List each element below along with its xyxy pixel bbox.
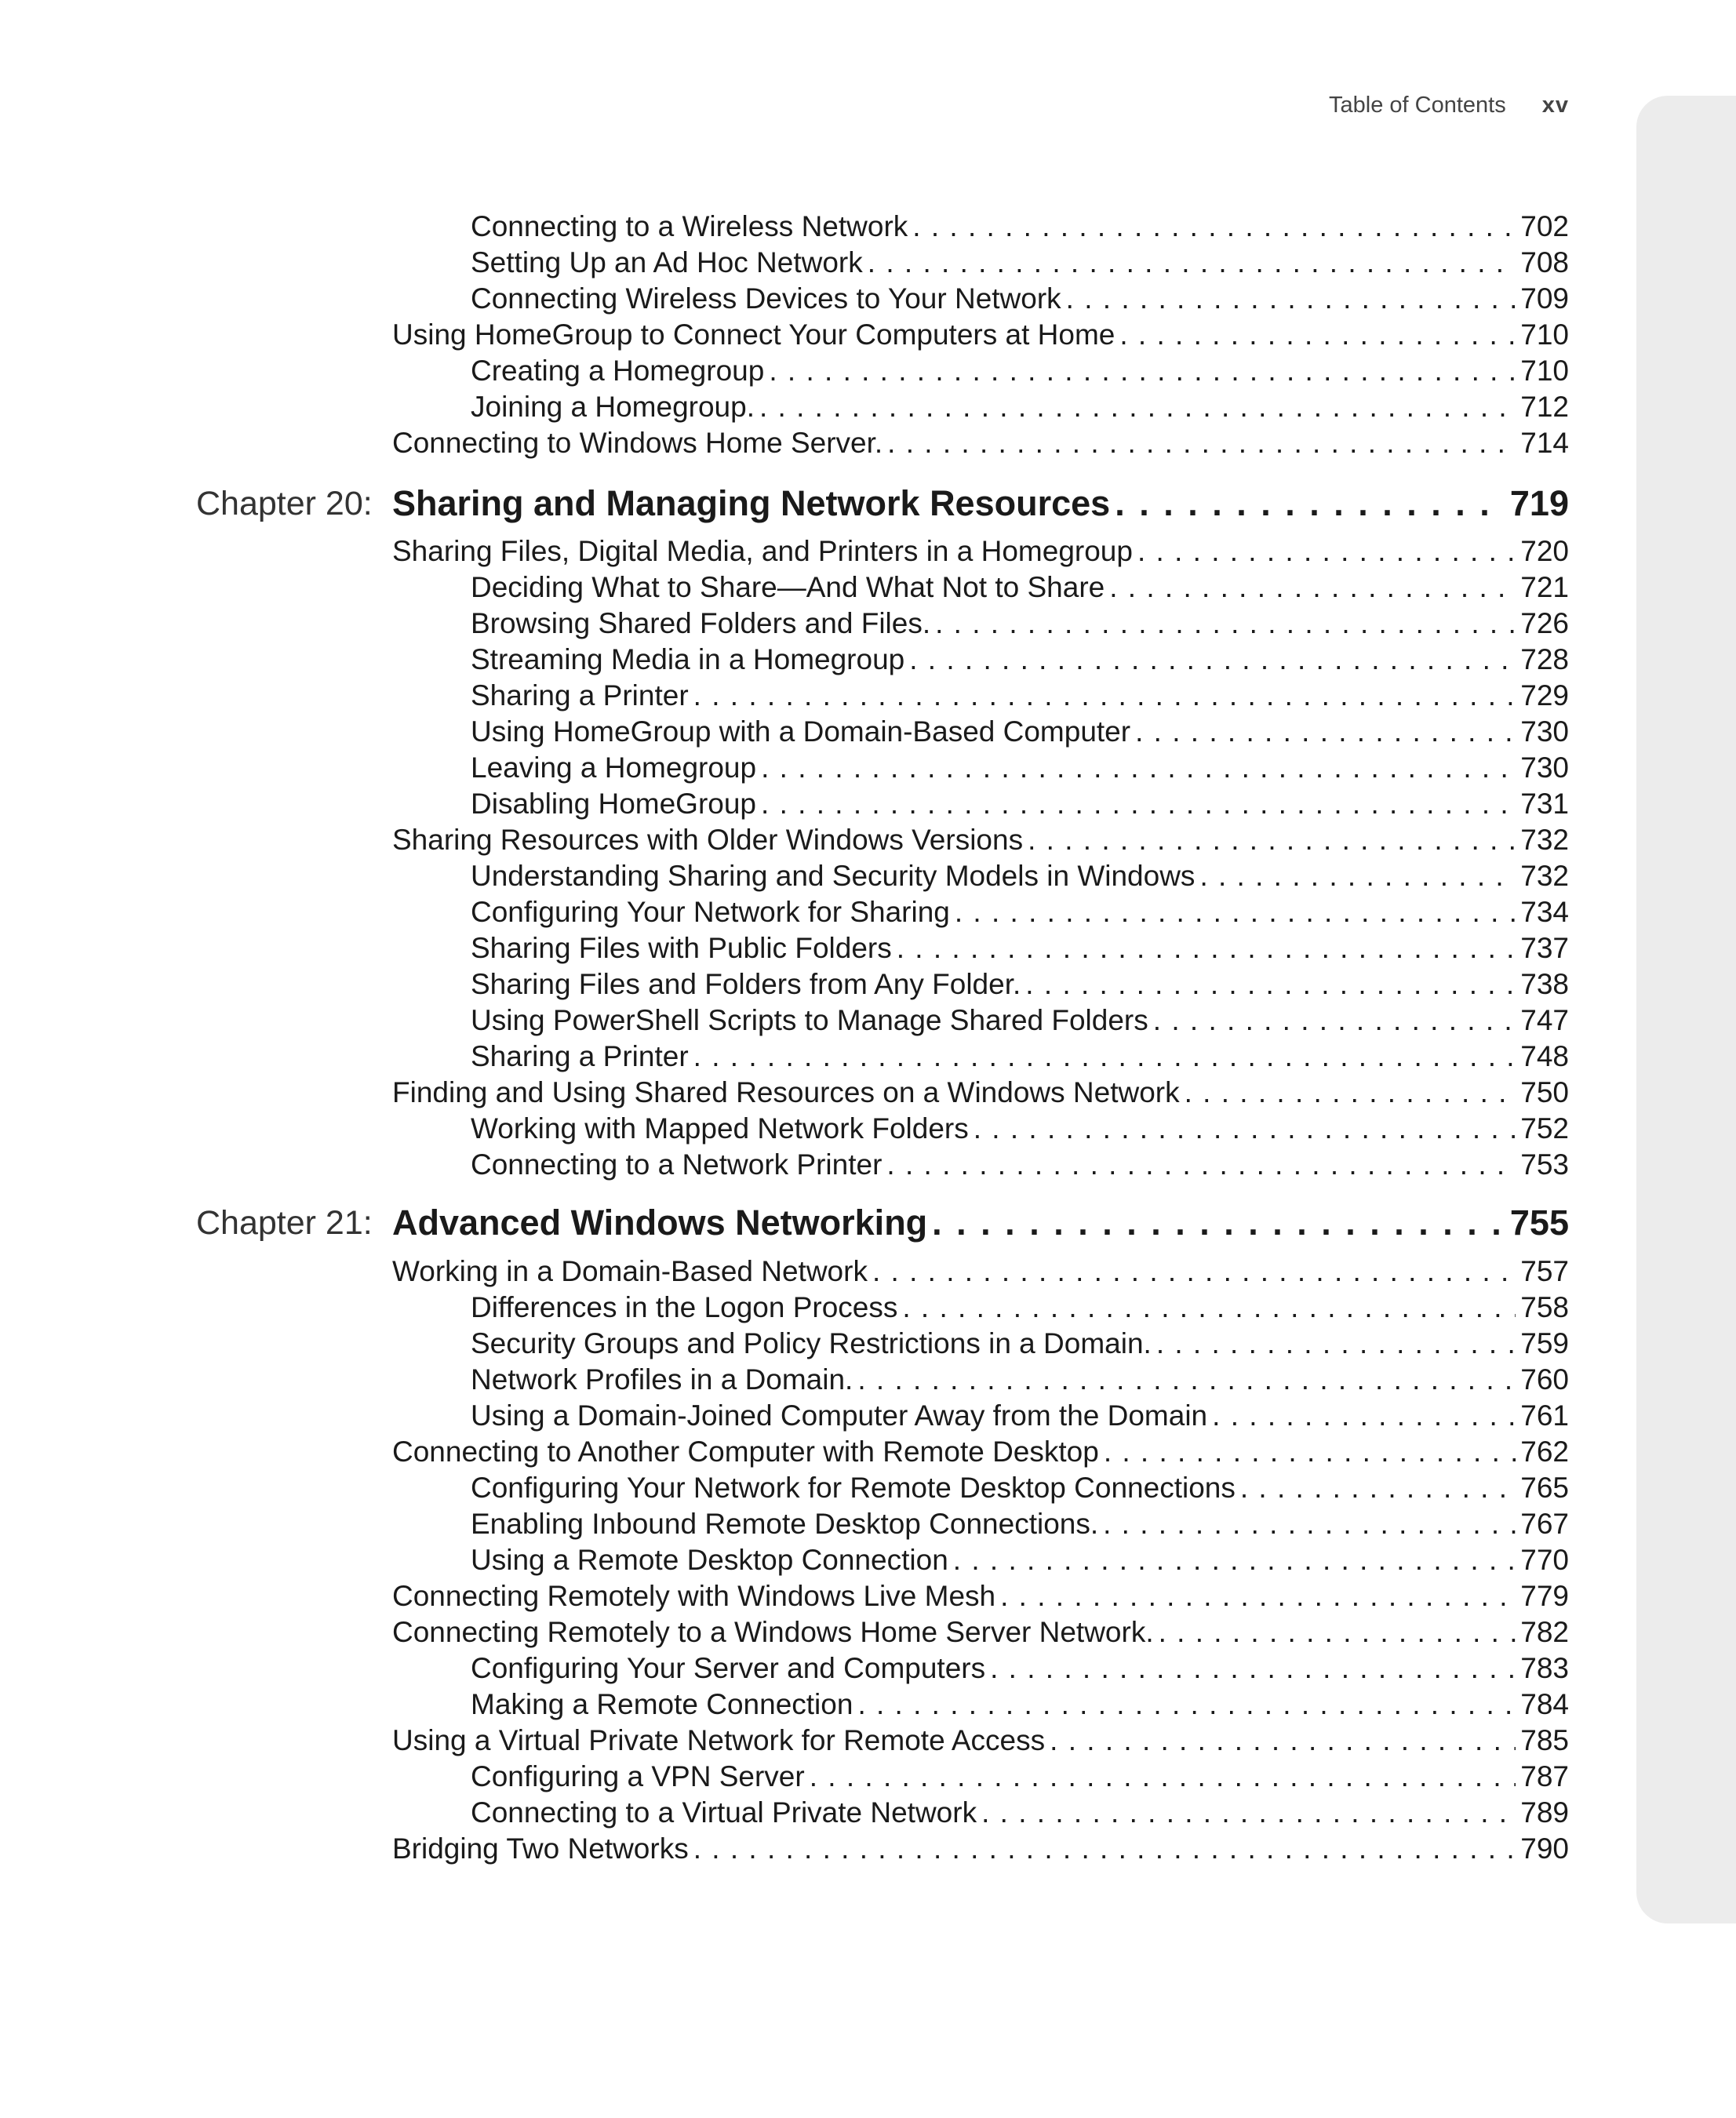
toc-entry-title: Connecting to a Virtual Private Network — [471, 1796, 977, 1829]
toc-entry-title: Connecting Remotely to a Windows Home Server Network. — [392, 1616, 1154, 1648]
toc-page-number: 757 — [1520, 1255, 1569, 1287]
toc-entry[interactable] — [471, 751, 1569, 784]
chapter-number-label: Chapter 21: — [196, 1204, 373, 1242]
dot-leader — [1119, 318, 1516, 351]
running-head-title: Table of Contents — [1329, 93, 1506, 118]
toc-entry-title: Finding and Using Shared Resources on a Windows Network — [392, 1076, 1180, 1108]
toc-entry-title: Connecting to Another Computer with Remote Desktop — [392, 1436, 1099, 1468]
toc-entry-title: Streaming Media in a Homegroup — [471, 643, 905, 675]
dot-leader — [1115, 483, 1505, 524]
dot-leader — [769, 355, 1516, 388]
toc-page-number: 720 — [1520, 535, 1569, 567]
toc-page-number: 770 — [1520, 1544, 1569, 1576]
toc-page-number: 710 — [1520, 318, 1569, 351]
toc-page-number: 734 — [1520, 896, 1569, 928]
dot-leader — [990, 1652, 1516, 1685]
dot-leader — [759, 391, 1516, 424]
chapter-number-label: Chapter 20: — [196, 485, 373, 522]
toc-page-number: 721 — [1520, 571, 1569, 603]
toc-entry-title: Sharing Files and Folders from Any Folder. — [471, 968, 1021, 1000]
dot-leader — [887, 427, 1516, 460]
toc-entry-title: Understanding Sharing and Security Models in Windows — [471, 860, 1196, 892]
toc-page-number: 761 — [1520, 1399, 1569, 1432]
toc-entry[interactable] — [471, 643, 1569, 676]
dot-leader — [1135, 715, 1516, 748]
toc-entry[interactable] — [471, 1327, 1569, 1360]
toc-page-number: 719 — [1509, 483, 1569, 523]
toc-entry-title: Configuring Your Server and Computers — [471, 1652, 986, 1684]
toc-entry[interactable] — [471, 679, 1569, 712]
dot-leader — [909, 643, 1516, 676]
toc-entry-title: Sharing Files, Digital Media, and Printers in a Homegroup — [392, 535, 1133, 567]
toc-entry[interactable] — [471, 607, 1569, 640]
toc-entry-title: Using a Remote Desktop Connection — [471, 1544, 948, 1576]
dot-leader — [974, 1112, 1516, 1145]
toc-entry[interactable] — [471, 210, 1569, 243]
dot-leader — [868, 246, 1516, 279]
toc-page-number: 708 — [1520, 246, 1569, 278]
toc-page-number: 779 — [1520, 1580, 1569, 1612]
dot-leader — [1050, 1724, 1516, 1757]
toc-page-number: 712 — [1520, 391, 1569, 423]
toc-entry-title: Using HomeGroup to Connect Your Computers at Home — [392, 318, 1115, 351]
dot-leader — [897, 932, 1516, 965]
toc-page-number: 767 — [1520, 1508, 1569, 1540]
toc-entry[interactable] — [471, 246, 1569, 279]
dot-leader — [857, 1363, 1516, 1396]
toc-page-number: 710 — [1520, 355, 1569, 387]
toc-page-number: 702 — [1520, 210, 1569, 242]
dot-leader — [1066, 282, 1516, 315]
toc-entry[interactable] — [471, 355, 1569, 388]
toc-page-number: 732 — [1520, 860, 1569, 892]
toc-entry[interactable] — [392, 1076, 1569, 1109]
dot-leader — [1000, 1580, 1516, 1613]
toc-entry-title: Working with Mapped Network Folders — [471, 1112, 969, 1145]
dot-leader — [1212, 1399, 1516, 1432]
toc-entry-title: Configuring Your Network for Sharing — [471, 896, 950, 928]
toc-page-number: 762 — [1520, 1436, 1569, 1468]
toc-entry-title: Making a Remote Connection — [471, 1688, 853, 1720]
dot-leader — [1028, 824, 1516, 857]
toc-entry-title: Network Profiles in a Domain. — [471, 1363, 853, 1396]
toc-page-number: 790 — [1520, 1832, 1569, 1865]
side-thumb-tab — [1636, 96, 1736, 1923]
dot-leader — [761, 788, 1516, 821]
toc-entry[interactable] — [471, 860, 1569, 893]
toc-page-number: 732 — [1520, 824, 1569, 856]
toc-entry-title: Bridging Two Networks — [392, 1832, 689, 1865]
toc-entry[interactable] — [471, 788, 1569, 821]
toc-entry[interactable] — [471, 1004, 1569, 1037]
toc-entry[interactable] — [392, 1616, 1569, 1649]
toc-entry[interactable] — [471, 1472, 1569, 1505]
dot-leader — [902, 1291, 1516, 1324]
toc-entry-title: Disabling HomeGroup — [471, 788, 757, 820]
dot-leader — [955, 896, 1516, 929]
toc-entry-title: Connecting Remotely with Windows Live Mesh — [392, 1580, 996, 1612]
toc-entry-title: Deciding What to Share—And What Not to Share — [471, 571, 1105, 603]
toc-page-number: 738 — [1520, 968, 1569, 1000]
toc-entry-title: Joining a Homegroup. — [471, 391, 755, 423]
dot-leader — [693, 679, 1516, 712]
toc-entry[interactable] — [392, 1580, 1569, 1613]
toc-chapter-entry[interactable] — [392, 483, 1569, 524]
dot-leader — [932, 1203, 1505, 1243]
toc-entry[interactable] — [471, 1040, 1569, 1073]
toc-page-number: 760 — [1520, 1363, 1569, 1396]
toc-entry[interactable] — [471, 1291, 1569, 1324]
toc-entry-title: Connecting to a Network Printer — [471, 1148, 883, 1181]
toc-entry-title: Advanced Windows Networking — [392, 1203, 928, 1243]
toc-entry[interactable] — [471, 1508, 1569, 1541]
toc-entry[interactable] — [471, 1544, 1569, 1577]
toc-page-number: 726 — [1520, 607, 1569, 639]
toc-entry-title: Working in a Domain-Based Network — [392, 1255, 868, 1287]
dot-leader — [1103, 1508, 1516, 1541]
toc-entry[interactable] — [392, 1724, 1569, 1757]
toc-page-number: 714 — [1520, 427, 1569, 459]
dot-leader — [1159, 1616, 1516, 1649]
dot-leader — [1025, 968, 1516, 1001]
toc-page-number: 782 — [1520, 1616, 1569, 1648]
toc-entry-title: Sharing a Printer — [471, 1040, 689, 1072]
toc-entry-title: Using PowerShell Scripts to Manage Shared Folders — [471, 1004, 1148, 1036]
toc-entry[interactable] — [392, 824, 1569, 857]
toc-entry-title: Sharing and Managing Network Resources — [392, 483, 1111, 523]
toc-page-number: 709 — [1520, 282, 1569, 315]
toc-page-number: 730 — [1520, 715, 1569, 748]
toc-entry-title: Using HomeGroup with a Domain-Based Computer — [471, 715, 1131, 748]
toc-page-number: 731 — [1520, 788, 1569, 820]
toc-entry-title: Connecting to a Wireless Network — [471, 210, 908, 242]
dot-leader — [981, 1796, 1516, 1829]
toc-entry-title: Leaving a Homegroup — [471, 751, 757, 784]
dot-leader — [761, 751, 1516, 784]
dot-leader — [1199, 860, 1516, 893]
toc-entry-title: Differences in the Logon Process — [471, 1291, 898, 1323]
toc-page-number: 785 — [1520, 1724, 1569, 1756]
toc-page-number: 752 — [1520, 1112, 1569, 1145]
toc-page-number: 730 — [1520, 751, 1569, 784]
toc-entry[interactable] — [471, 282, 1569, 315]
toc-entry-title: Using a Virtual Private Network for Remote Access — [392, 1724, 1046, 1756]
toc-entry[interactable] — [471, 896, 1569, 929]
running-head-page-number: xv — [1541, 93, 1569, 118]
running-head — [1329, 93, 1569, 118]
toc-entry[interactable] — [471, 1363, 1569, 1396]
toc-entry-title: Configuring Your Network for Remote Desktop Connections — [471, 1472, 1236, 1504]
toc-entry-title: Sharing Resources with Older Windows Versions — [392, 824, 1024, 856]
toc-page-number: 748 — [1520, 1040, 1569, 1072]
toc-entry-title: Creating a Homegroup — [471, 355, 765, 387]
toc-entry[interactable] — [471, 1399, 1569, 1432]
toc-entry[interactable] — [471, 1112, 1569, 1145]
toc-entry[interactable] — [471, 1760, 1569, 1793]
toc-page-number: 747 — [1520, 1004, 1569, 1036]
toc-entry[interactable] — [471, 391, 1569, 424]
dot-leader — [912, 210, 1516, 243]
toc-page-number: 784 — [1520, 1688, 1569, 1720]
dot-leader — [857, 1688, 1516, 1721]
toc-entry-title: Sharing a Printer — [471, 679, 689, 711]
toc-entry[interactable] — [392, 1832, 1569, 1865]
toc-page-number: 728 — [1520, 643, 1569, 675]
toc-entry[interactable] — [392, 535, 1569, 568]
toc-entry-title: Setting Up an Ad Hoc Network — [471, 246, 863, 278]
toc-page-number: 737 — [1520, 932, 1569, 964]
toc-entry[interactable] — [392, 1436, 1569, 1468]
toc-entry[interactable] — [471, 1148, 1569, 1181]
toc-entry[interactable] — [471, 968, 1569, 1001]
toc-entry[interactable] — [471, 932, 1569, 965]
dot-leader — [1109, 571, 1516, 604]
toc-page-number: 729 — [1520, 679, 1569, 711]
toc-entry[interactable] — [471, 1688, 1569, 1721]
toc-entry-title: Connecting Wireless Devices to Your Network — [471, 282, 1061, 315]
toc-page-number: 787 — [1520, 1760, 1569, 1792]
toc-page-number: 765 — [1520, 1472, 1569, 1504]
toc-page-number: 758 — [1520, 1291, 1569, 1323]
toc-entry[interactable] — [392, 318, 1569, 351]
toc-page-number: 783 — [1520, 1652, 1569, 1684]
dot-leader — [693, 1040, 1516, 1073]
dot-leader — [693, 1832, 1516, 1865]
dot-leader — [1153, 1004, 1516, 1037]
toc-entry-title: Browsing Shared Folders and Files. — [471, 607, 931, 639]
dot-leader — [1156, 1327, 1516, 1360]
toc-page-number: 753 — [1520, 1148, 1569, 1181]
toc-entry[interactable] — [471, 715, 1569, 748]
dot-leader — [935, 607, 1516, 640]
toc-entry[interactable] — [471, 1652, 1569, 1685]
toc-chapter-entry[interactable] — [392, 1203, 1569, 1243]
toc-entry[interactable] — [471, 571, 1569, 604]
toc-page-number: 789 — [1520, 1796, 1569, 1829]
toc-entry-title: Sharing Files with Public Folders — [471, 932, 892, 964]
dot-leader — [1240, 1472, 1516, 1505]
dot-leader — [953, 1544, 1516, 1577]
toc-entry-title: Enabling Inbound Remote Desktop Connections. — [471, 1508, 1099, 1540]
toc-entry-title: Connecting to Windows Home Server. — [392, 427, 883, 459]
toc-page-number: 755 — [1509, 1203, 1569, 1243]
toc-page-number: 750 — [1520, 1076, 1569, 1108]
toc-entry[interactable] — [392, 427, 1569, 460]
dot-leader — [872, 1255, 1516, 1288]
toc-entry-title: Security Groups and Policy Restrictions in a Domain. — [471, 1327, 1152, 1359]
dot-leader — [886, 1148, 1516, 1181]
dot-leader — [1137, 535, 1516, 568]
toc-entry[interactable] — [471, 1796, 1569, 1829]
toc-entry-title: Configuring a VPN Server — [471, 1760, 805, 1792]
toc-entry[interactable] — [392, 1255, 1569, 1288]
dot-leader — [1185, 1076, 1516, 1109]
toc-entry-title: Using a Domain-Joined Computer Away from the Domain — [471, 1399, 1208, 1432]
dot-leader — [810, 1760, 1516, 1793]
toc-page-number: 759 — [1520, 1327, 1569, 1359]
dot-leader — [1104, 1436, 1516, 1468]
